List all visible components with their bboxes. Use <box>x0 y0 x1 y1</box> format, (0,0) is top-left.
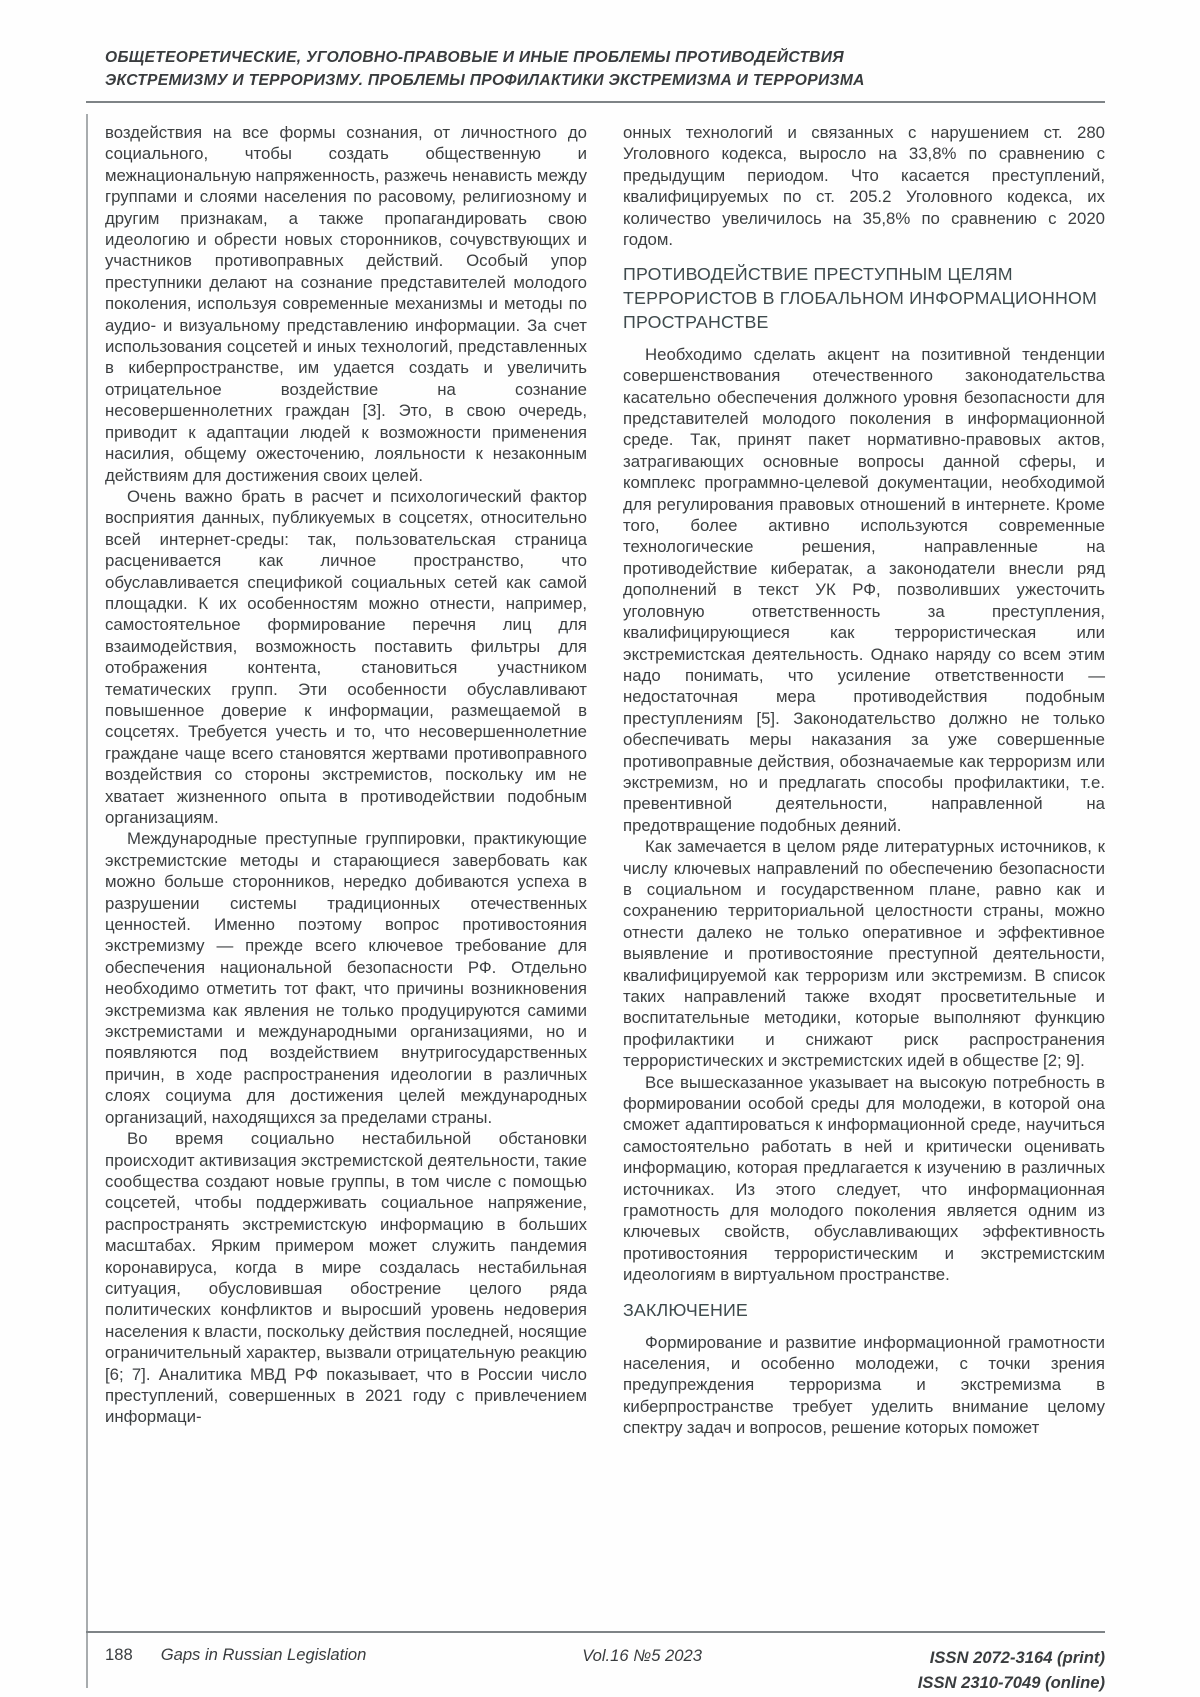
footer-left <box>105 1645 366 1665</box>
paragraph: Во время социально нестабильной обстановки происходит активизация экстремистской деятельности, такие сообщества создают новые группы, в том числе с помощью соцсетей, чтобы поддерживать социальное напряжение, распространять экстремистскую информацию в больших масштабах. Ярким примером может служить пандемия коронавируса, когда в мире создалась нестабильная ситуация, обусловившая обострение целого ряда политических конфликтов и выросший уровень недоверия населения к власти, поскольку действия последней, носящие ограничительный характер, вызвали отрицательную реакцию [6; 7]. Аналитика МВД РФ показывает, что в России число преступлений, совершенных в 2021 году с привлечением информаци- <box>105 1129 587 1427</box>
paragraph: Как замечается в целом ряде литературных источников, к числу ключевых направлений по обеспечению безопасности в социальном и государственном плане, равно как и сохранению территориальной целостности страны, можно отнести далеко не только оперативное и эффективное выявление и противостояние преступной деятельности, квалифицируемой как терроризм или экстремизм. В список таких направлений также входят просветительные и воспитательные методики, которые выполняют функцию профилактики и снижают риск распространения террористических и экстремистских идей в обществе [2; 9]. <box>623 837 1105 1071</box>
paragraph: воздействия на все формы сознания, от личностного до социального, чтобы создать общественную и межнациональную напряженность, разжечь ненависть между группами и слоями населения по расовому, религиозному и другим признакам, а также пропагандировать свою идеологию и обрести новых сторонников, сочувствующих и участников противоправных действий. Особый упор преступники делают на сознание представителей молодого поколения, используя современные механизмы и методы по аудио- и визуальному представлению информации. За счет использования соцсетей и иных технологий, представленных в киберпространстве, им удается создать и увеличить отрицательное воздействие на сознание несовершеннолетних граждан [3]. Это, в свою очередь, приводит к адаптации людей к возможности применения насилия, общему ожесточению, лояльности к незаконным действиям для достижения своих целей. <box>105 123 587 485</box>
paragraph: онных технологий и связанных с нарушением ст. 280 Уголовного кодекса, выросло на 33,8% по сравнению с предыдущим периодом. Что касается преступлений, квалифицируемых по ст. 205.2 Уголовного кодекса, их количество увеличилось на 35,8% по сравнению с 2020 годом. <box>623 123 1105 250</box>
paragraph: Очень важно брать в расчет и психологический фактор восприятия данных, публикуемых в соцсетях, относительно всей интернет-среды: так, пользовательская страница расценивается как личное пространство, что обуславливается спецификой социальных сетей как самой площадки. К их особенностям можно отнести, например, самостоятельное формирование перечня лиц для взаимодействия, возможность поставить фильтры для отображения контента, становиться участником тематических групп. Эти особенности обуславливают повышенное доверие к информации, размещаемой в соцсетях. Требуется учесть и то, что несовершеннолетние граждане чаще всего становятся жертвами противоправного воздействия со стороны экстремистов, поскольку им не хватает жизненного опыта в противодействии подобным организациям. <box>105 486 587 827</box>
issn-block <box>918 1645 1105 1695</box>
column-left <box>105 122 587 1439</box>
left-margin-rule <box>86 114 88 1688</box>
article-body <box>105 122 1105 1439</box>
issn-print: ISSN 2072-3164 (print) <box>929 1648 1105 1667</box>
paragraph: Все вышесказанное указывает на высокую потребность в формировании особой среды для молодежи, в которой она сможет адаптироваться к информационной среде, научиться самостоятельно работать в ней и критически оценивать информацию, которая предлагается к изучению в различных источниках. Из этого следует, что информационная грамотность для молодого поколения является одним из ключевых свойств, обуславливающих эффективность противостояния террористическим и экстремистским идеологиям в виртуальном пространстве. <box>623 1072 1105 1285</box>
running-head-line1: ОБЩЕТЕОРЕТИЧЕСКИЕ, УГОЛОВНО-ПРАВОВЫЕ И ИНЫЕ ПРОБЛЕМЫ ПРОТИВОДЕЙСТВИЯ <box>105 49 844 66</box>
issn-online: ISSN 2310-7049 (online) <box>917 1673 1105 1692</box>
running-head <box>105 46 1105 92</box>
paragraph: Необходимо сделать акцент на позитивной тенденции совершенствования отечественного законодательства касательно обеспечения должного уровня безопасности для представителей молодого поколения в информационной среде. Так, принят пакет нормативно-правовых актов, затрагивающих основные вопросы данной сферы, и комплекс программно-целевой документации, необходимой для регулирования правовых отношений в интернете. Кроме того, более активно используются современные технологические решения, направленные на противодействие кибератак, а законодатели внесли ряд дополнений в текст УК РФ, позволивших ужесточить уголовную ответственность за преступления, квалифицирующиеся как террористическая или экстремистская деятельность. Однако наряду со всем этим надо понимать, что усиление ответственности — недостаточная мера противодействия подобным преступлениям [5]. Законодательство должно не только обеспечивать меры наказания за уже совершенные противоправные действия, обозначаемые как терроризм или экстремизм, но и предлагать способы профилактики, т.е. превентивной деятельности, направленной на предотвращение подобных деяний. <box>623 344 1105 835</box>
section-heading-conclusion: ЗАКЛЮЧЕНИЕ <box>623 1299 748 1320</box>
column-right <box>623 122 1105 1439</box>
volume-issue: Vol.16 №5 2023 <box>582 1646 702 1665</box>
paragraph: Формирование и развитие информационной грамотности населения, и особенно молодежи, с точки зрения предупреждения терроризма и экстремизма в киберпространстве требует уделить внимание целому спектру задач и вопросов, решение которых поможет <box>623 1332 1105 1438</box>
running-head-line2: ЭКСТРЕМИЗМУ И ТЕРРОРИЗМУ. ПРОБЛЕМЫ ПРОФИЛАКТИКИ ЭКСТРЕМИЗМА И ТЕРРОРИЗМА <box>105 72 865 89</box>
section-heading-counteraction: ПРОТИВОДЕЙСТВИЕ ПРЕСТУПНЫМ ЦЕЛЯМ ТЕРРОРИСТОВ В ГЛОБАЛЬНОМ ИНФОРМАЦИОННОМ ПРОСТРАНСТВЕ <box>623 264 1098 333</box>
page-footer <box>105 1645 1105 1695</box>
journal-title: Gaps in Russian Legislation <box>160 1645 367 1664</box>
header-divider <box>86 101 1105 103</box>
footer-divider <box>86 1631 1105 1633</box>
page-number: 188 <box>105 1645 133 1664</box>
paragraph: Международные преступные группировки, практикующие экстремистские методы и старающиеся завербовать как можно больше сторонников, нередко добиваются успеха в разрушении системы традиционных отечественных ценностей. Именно поэтому вопрос противостояния экстремизму — прежде всего ключевое требование для обеспечения национальной безопасности РФ. Отдельно необходимо отметить тот факт, что причины возникновения экстремизма как явления не только продуцируются самими экстремистами и международными организациями, но и появляются под воздействием внутригосударственных причин, в ходе распространения идеологии в различных слоях социума для достижения целей международных организаций, находящихся за пределами страны. <box>105 829 587 1127</box>
